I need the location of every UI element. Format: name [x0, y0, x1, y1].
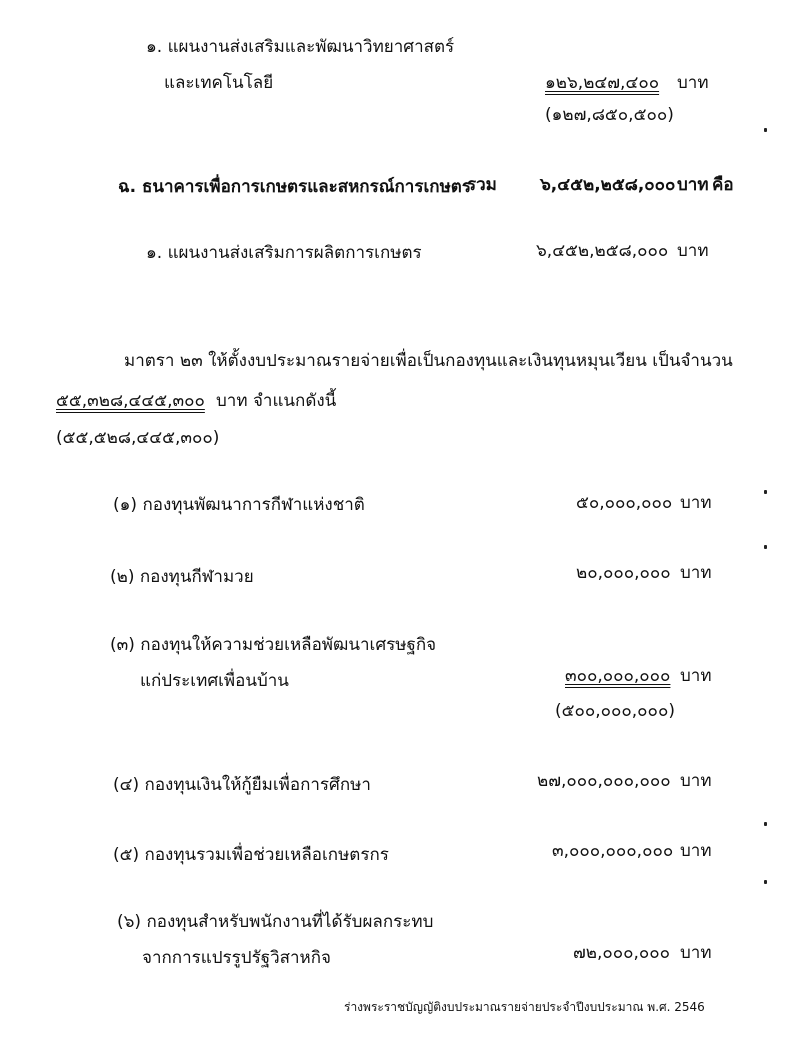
scan-speck [764, 128, 767, 132]
fund-5-label: (๕) กองทุนรวมเพื่อช่วยเหลือเกษตรกร [113, 845, 389, 865]
scan-speck [764, 822, 767, 826]
fund-5-amount: ๓,๐๐๐,๐๐๐,๐๐๐ [552, 841, 674, 861]
article-23-original-amount: (๕๕,๕๒๘,๔๔๕,๓๐๐) [56, 428, 220, 448]
fund-4-amount: ๒๗,๐๐๐,๐๐๐,๐๐๐ [537, 771, 671, 791]
fund-3-original-amount: (๕๐๐,๐๐๐,๐๐๐) [555, 701, 675, 721]
section-baac-heading: ฉ. ธนาคารเพื่อการเกษตรและสหกรณ์การเกษตร [118, 177, 471, 197]
item-science-unit: บาท [677, 73, 709, 93]
item-science-line1: ๑. แผนงานส่งเสริมและพัฒนาวิทยาศาสตร์ [146, 37, 455, 57]
item-agri-production-amount: ๖,๔๕๒,๒๕๘,๐๐๐ [536, 241, 669, 261]
article-23-line1: มาตรา ๒๓ ให้ตั้งงบประมาณรายจ่ายเพื่อเป็นกองทุนและเงินทุนหมุนเวียน เป็นจำนวน [124, 351, 733, 371]
item-science-original-amount: (๑๒๗,๘๕๐,๕๐๐) [545, 105, 674, 125]
scan-speck [764, 490, 767, 494]
article-23-line2: บาท จำแนกดังนี้ [216, 391, 337, 411]
item-agri-production-unit: บาท [677, 241, 709, 261]
fund-6-amount: ๗๒,๐๐๐,๐๐๐ [573, 943, 671, 963]
fund-6-unit: บาท [680, 943, 712, 963]
scan-speck [764, 545, 767, 549]
fund-4-unit: บาท [680, 771, 712, 791]
item-science-line2: และเทคโนโลยี [164, 73, 274, 93]
fund-2-unit: บาท [680, 563, 712, 583]
fund-2-amount: ๒๐,๐๐๐,๐๐๐ [576, 563, 671, 583]
section-baac-unit: บาท [677, 175, 709, 195]
article-23-amount: ๕๕,๓๒๘,๔๔๕,๓๐๐ [56, 391, 205, 411]
fund-3-unit: บาท [680, 666, 712, 686]
item-science-amount: ๑๒๖,๒๔๗,๔๐๐ [545, 73, 660, 93]
fund-1-label: (๑) กองทุนพัฒนาการกีฬาแห่งชาติ [113, 495, 365, 515]
fund-6-label: (๖) กองทุนสำหรับพนักงานที่ได้รับผลกระทบ [117, 912, 434, 932]
scan-speck [764, 880, 767, 884]
fund-1-unit: บาท [680, 493, 712, 513]
fund-1-amount: ๕๐,๐๐๐,๐๐๐ [576, 493, 673, 513]
fund-4-label: (๔) กองทุนเงินให้กู้ยืมเพื่อการศึกษา [113, 775, 371, 795]
section-baac-suffix: คือ [712, 175, 734, 195]
fund-3-label-line2: แก่ประเทศเพื่อนบ้าน [140, 671, 289, 691]
fund-5-unit: บาท [680, 841, 712, 861]
fund-2-label: (๒) กองทุนกีฬามวย [110, 567, 254, 587]
fund-6-label-line2: จากการแปรรูปรัฐวิสาหกิจ [142, 948, 332, 968]
fund-3-amount: ๓๐๐,๐๐๐,๐๐๐ [565, 666, 671, 686]
item-agri-production-label: ๑. แผนงานส่งเสริมการผลิตการเกษตร [146, 243, 422, 263]
section-baac-total-amount: ๖,๔๕๒,๒๕๘,๐๐๐ [540, 175, 676, 195]
section-baac-total-label: รวม [467, 175, 497, 195]
fund-3-label: (๓) กองทุนให้ความช่วยเหลือพัฒนาเศรษฐกิจ [110, 635, 437, 655]
document-footer: ร่างพระราชบัญญัติงบประมาณรายจ่ายประจำปีงบประมาณ พ.ศ. 2546 [344, 1000, 705, 1014]
